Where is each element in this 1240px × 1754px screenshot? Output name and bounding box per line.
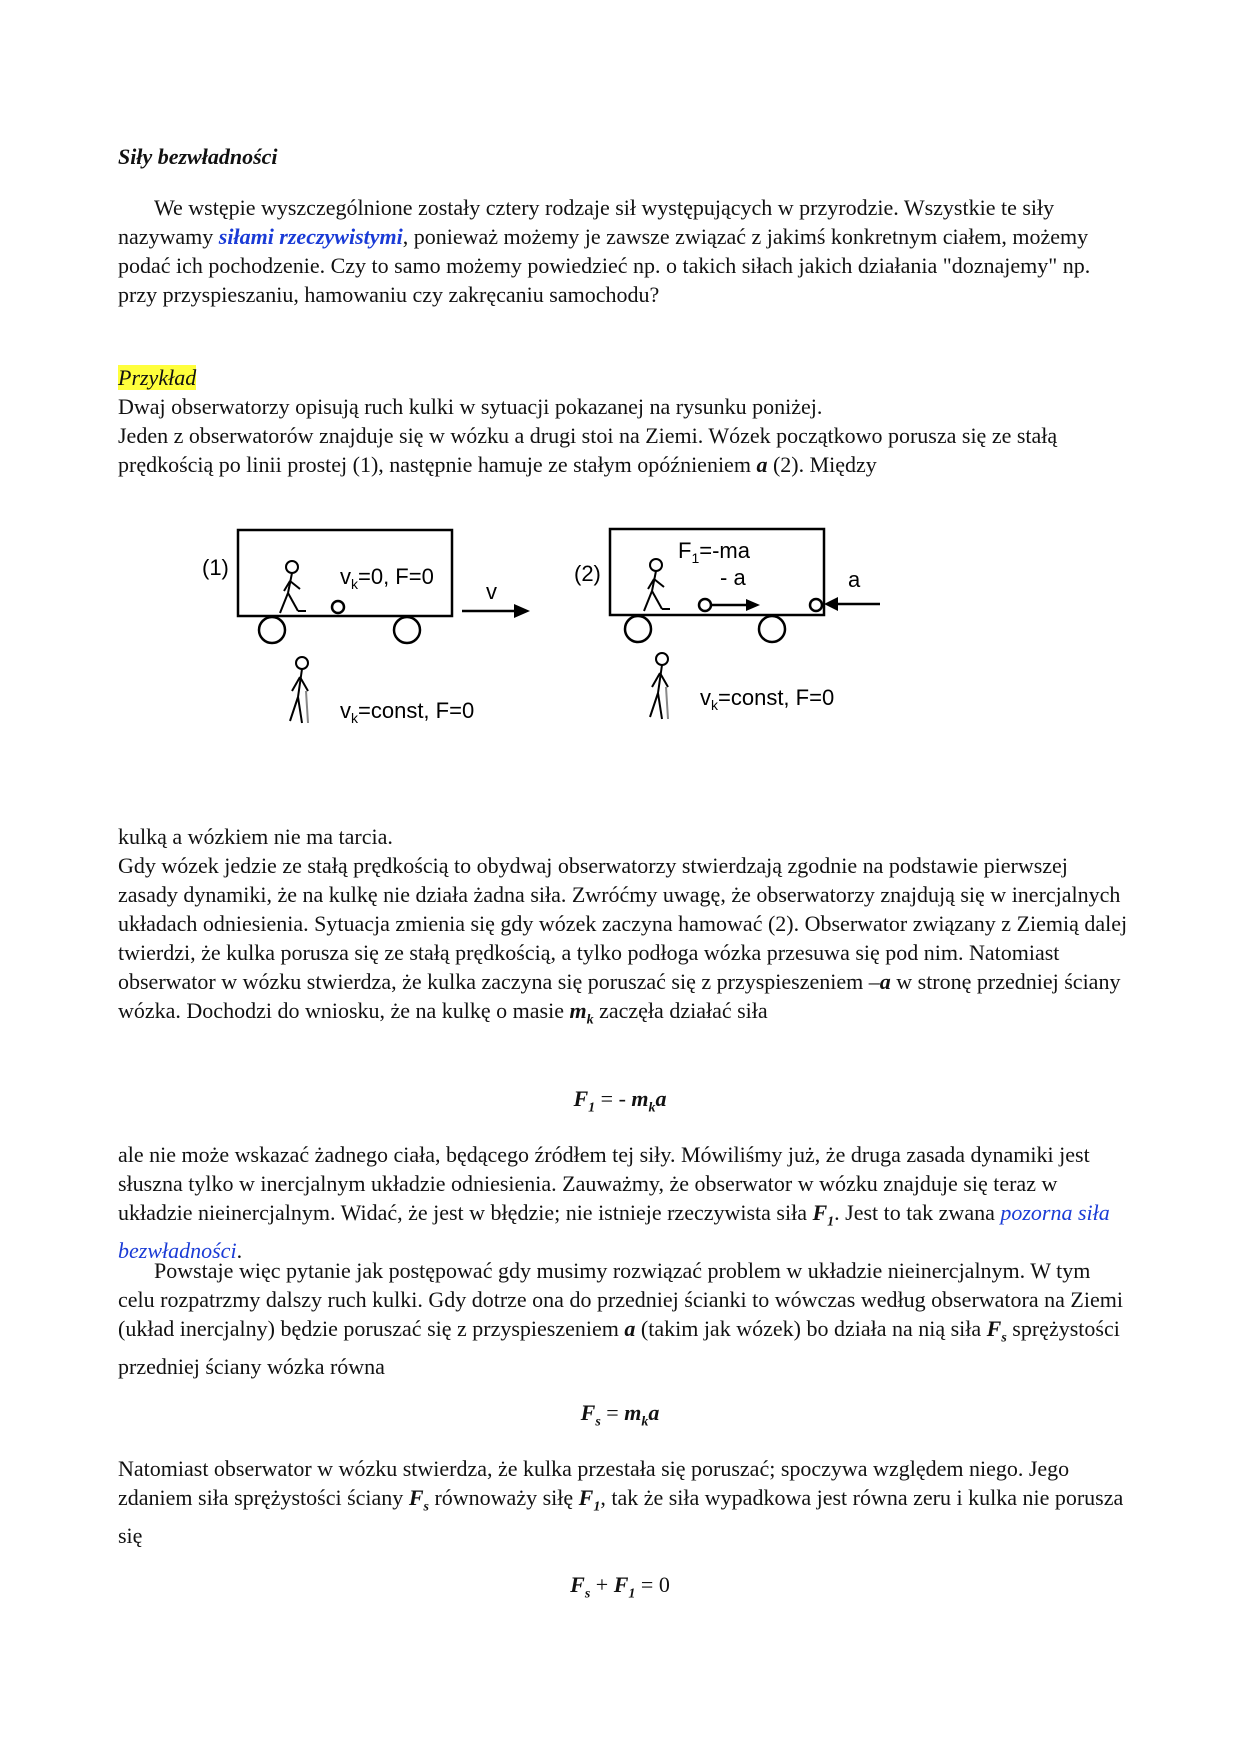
section-title: Siły bezwładności <box>118 144 278 169</box>
body1-line1: kulką a wózkiem nie ma tarcia. <box>118 824 393 849</box>
velocity-label: v <box>486 579 497 604</box>
cart-diagram <box>180 515 900 745</box>
body2-text-end: . <box>236 1238 243 1264</box>
a-arrow-head <box>824 597 838 611</box>
body3-text-end: sprężystości przedniej ściany wózka równa <box>118 1316 1120 1380</box>
ground-observer-1-label: $v_k=const$, F=0 <box>340 698 475 726</box>
cart-2-wheel-left <box>625 616 651 642</box>
body3-text-mid: (takim jak wózek) bo działa na nią siła <box>635 1316 987 1341</box>
body-paragraph-3 <box>118 1256 1128 1381</box>
example-label: Przykład <box>118 365 197 390</box>
body-paragraph-1 <box>118 822 1128 1034</box>
cart-2-observer-icon <box>644 559 670 611</box>
ball-1 <box>332 601 344 613</box>
a-label: a <box>848 567 861 592</box>
equation-1: $F_1$ = - $m_ka$ <box>573 1086 667 1116</box>
symbol-F: F <box>812 1200 828 1225</box>
term-apparent-force: pozorna siła bezwładności <box>118 1200 1110 1264</box>
example-line1: Dwaj obserwatorzy opisują ruch kulki w sytuacji pokazanej na rysunku poniżej. <box>118 394 823 419</box>
minus-a-arrow-head <box>746 599 760 611</box>
cart-2-wheel-right <box>759 616 785 642</box>
equation-3: $F_s + F_1 = 0$ <box>570 1572 670 1602</box>
label-situation-1: (1) <box>202 555 229 580</box>
equation-2: $F_s = m_ka$ <box>580 1400 660 1430</box>
body2-text: ale nie może wskazać żadnego ciała, będącego źródłem tej siły. Mówiliśmy już, że druga zasada dynamiki jest słuszna tylko w inercjalnym układzie odniesienia. Zauważmy, że obserwator w wózku znajduje się teraz w układzie nieinercjalnym. Widać, że jest w błędzie; nie istnieje rzeczywista siła <box>118 1142 1090 1225</box>
minus-a-label: - a <box>720 565 746 590</box>
symbol-k-sub: k <box>586 1012 594 1028</box>
ground-observer-2-icon <box>650 653 668 719</box>
symbol-s-sub: s <box>1001 1330 1007 1346</box>
body1-text-mid: w stronę przedniej ściany wózka. Dochodzi do wniosku, że na kulkę o masie <box>118 969 1121 1023</box>
example-line2-end: (2). Między <box>767 452 877 477</box>
symbol-a: a <box>879 969 891 994</box>
velocity-arrow-head <box>514 604 530 618</box>
cart-1-state-label: $v_k=0$, F=0 <box>340 564 434 592</box>
symbol-a: a <box>624 1316 636 1341</box>
body4-text: Natomiast obserwator w wózku stwierdza, że kulka przestała się poruszać; spoczywa względem niego. Jego zdaniem siła sprężystości ściany <box>118 1456 1070 1510</box>
body-paragraph-4 <box>118 1454 1128 1550</box>
cart-1-wheel-left <box>259 617 285 643</box>
cart-1-wheel-right <box>394 617 420 643</box>
symbol-a: a <box>756 452 768 477</box>
intro-text: We wstępie wyszczególnione zostały cztery rodzaje sił występujących w przyrodzie. Wszystkie te siły nazywamy <box>118 195 1055 249</box>
f1-label: $F_1=-ma$ <box>678 538 750 566</box>
ball-2 <box>699 599 711 611</box>
intro-paragraph <box>118 193 1128 309</box>
body1-text: Gdy wózek jedzie ze stałą prędkością to obydwaj obserwatorzy stwierdzają zgodnie na podstawie pierwszej zasady dynamiki, że na kulkę nie działa żadna siła. Zwróćmy uwagę, że obserwatorzy znajdują się w inercjalnych układach odniesienia. Sytuacja zmienia się gdy wózek zaczyna hamować (2). Obserwator związany z Ziemią dalej twierdzi, że kulka porusza się ze stałą prędkością, a tylko podłoga wózka przesuwa się pod nim. Natomiast obserwator w wózku stwierdza, że kulka zaczyna się poruszać się z przyspieszeniem – <box>118 853 1128 994</box>
body-paragraph-2 <box>118 1140 1128 1265</box>
symbol-F: F <box>986 1316 1002 1341</box>
example-paragraph <box>118 363 1128 479</box>
intro-text-end: , ponieważ możemy je zawsze związać z jakimś konkretnym ciałem, możemy podać ich pochodzenie. Czy to samo możemy powiedzieć np. o takich siłach jakich działania "doznajemy" np. przy przyspieszaniu, hamowaniu czy zakręcaniu samochodu? <box>118 224 1091 307</box>
symbol-s-sub: s <box>423 1499 429 1515</box>
symbol-1-sub: 1 <box>593 1499 601 1515</box>
symbol-F1: F <box>578 1485 594 1510</box>
term-real-forces: siłami rzeczywistymi <box>218 224 403 249</box>
symbol-m: m <box>569 998 587 1023</box>
symbol-1-sub: 1 <box>827 1214 835 1230</box>
example-line2: Jeden z obserwatorów znajduje się w wózku a drugi stoi na Ziemi. Wózek początkowo porusza się ze stałą prędkością po linii prostej (1), następnie hamuje ze stałym opóźnieniem <box>118 423 1058 477</box>
symbol-F: F <box>408 1485 424 1510</box>
body3-text: Powstaje więc pytanie jak postępować gdy musimy rozwiązać problem w układzie nieinercjalnym. W tym celu rozpatrzmy dalszy ruch kulki. Gdy dotrze ona do przedniej ścianki to wówczas według obserwatora na Ziemi (układ inercjalny) będzie poruszać się z przyspieszeniem <box>118 1258 1123 1341</box>
ground-observer-2-label: $v_k=const$, F=0 <box>700 685 835 713</box>
cart-1-observer-icon <box>280 561 306 613</box>
label-situation-2: (2) <box>574 561 601 586</box>
ground-observer-1-icon <box>290 657 308 723</box>
body1-text-end: zaczęła działać siła <box>593 998 768 1023</box>
body4-text-mid: równoważy siłę <box>428 1485 579 1510</box>
body2-text-mid: . Jest to tak zwana <box>834 1200 1001 1225</box>
ball-2-front <box>810 599 822 611</box>
body4-text-end: , tak że siła wypadkowa jest równa zeru i kulka nie porusza się <box>118 1485 1124 1549</box>
